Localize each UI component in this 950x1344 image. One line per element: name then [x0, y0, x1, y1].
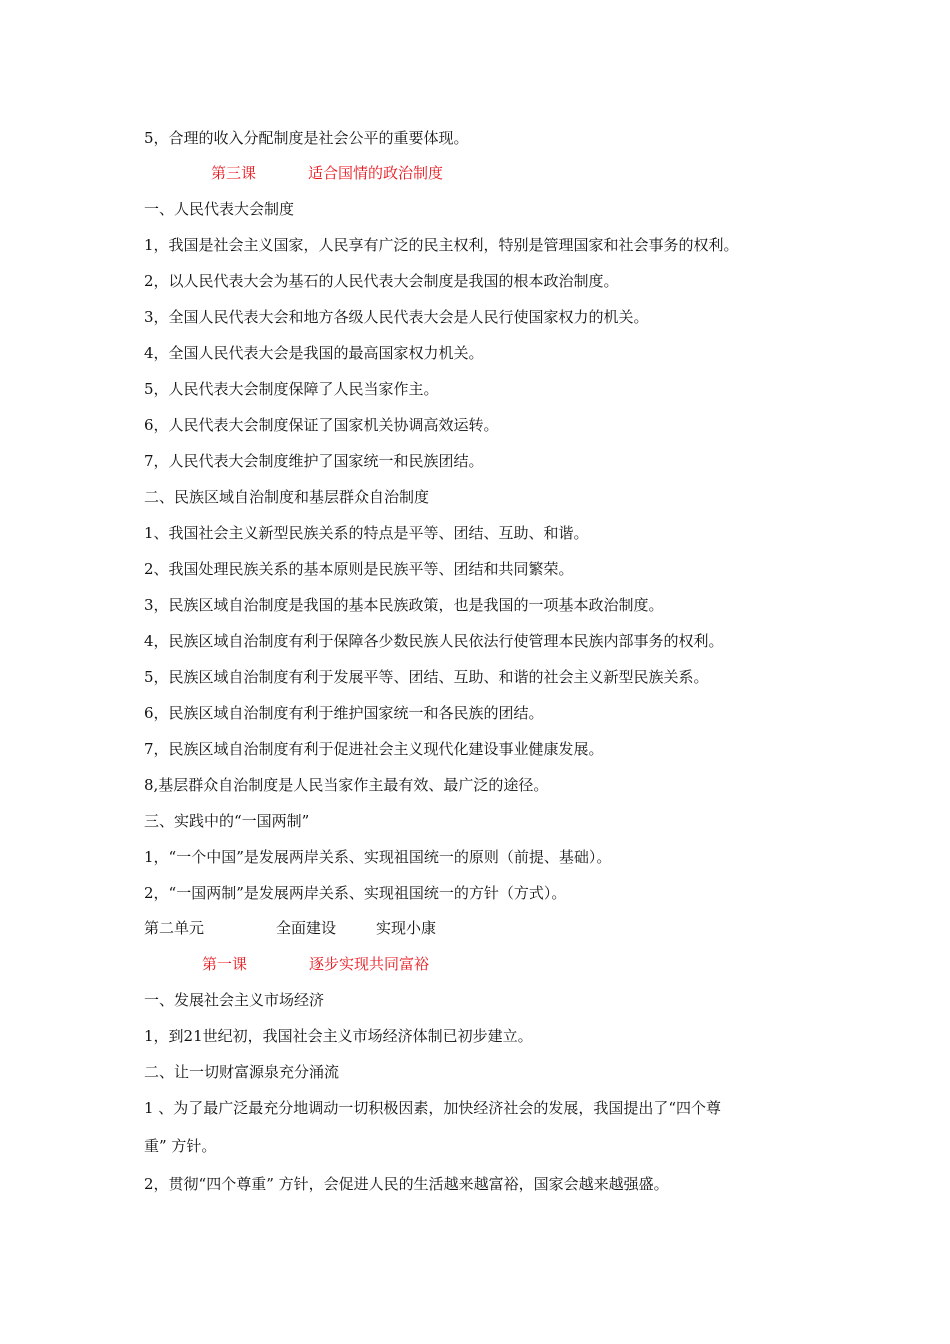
list-item: 1，到21世纪初，我国社会主义市场经济体制已初步建立。	[144, 1027, 533, 1045]
section-title: 二、让一切财富源泉充分涌流	[144, 1063, 340, 1081]
list-item: 4，全国人民代表大会是我国的最高国家权力机关。	[144, 344, 484, 362]
list-item: 2，贯彻“四个尊重” 方针，会促进人民的生活越来越富裕，国家会越来越强盛。	[144, 1175, 669, 1193]
list-item: 8,基层群众自治制度是人民当家作主最有效、最广泛的途径。	[144, 776, 549, 794]
list-item: 5，人民代表大会制度保障了人民当家作主。	[144, 380, 439, 398]
list-item: 1，“一个中国”是发展两岸关系、实现祖国统一的原则（前提、基础）。	[144, 848, 612, 866]
list-item: 6，人民代表大会制度保证了国家机关协调高效运转。	[144, 416, 499, 434]
unit-title-part2: 实现小康	[376, 919, 437, 937]
list-item: 7，人民代表大会制度维护了国家统一和民族团结。	[144, 452, 484, 470]
list-item-continuation: 重” 方针。	[144, 1137, 217, 1155]
section-title: 一、发展社会主义市场经济	[144, 991, 325, 1009]
lesson-heading	[202, 954, 429, 974]
lesson-heading	[211, 163, 443, 183]
list-item: 3，民族区域自治制度是我国的基本民族政策，也是我国的一项基本政治制度。	[144, 596, 664, 614]
list-item: 2，以人民代表大会为基石的人民代表大会制度是我国的根本政治制度。	[144, 272, 619, 290]
lesson-number: 第一课	[202, 955, 248, 973]
section-title: 二、民族区域自治制度和基层群众自治制度	[144, 488, 430, 506]
list-item: 7，民族区域自治制度有利于促进社会主义现代化建设事业健康发展。	[144, 740, 604, 758]
list-item: 5，民族区域自治制度有利于发展平等、团结、互助、和谐的社会主义新型民族关系。	[144, 668, 709, 686]
lesson-title: 适合国情的政治制度	[308, 164, 444, 182]
paragraph: 5，合理的收入分配制度是社会公平的重要体现。	[144, 129, 469, 147]
lesson-number: 第三课	[211, 164, 257, 182]
lesson-title: 逐步实现共同富裕	[309, 955, 430, 973]
unit-heading	[144, 918, 436, 938]
list-item: 2，“一国两制”是发展两岸关系、实现祖国统一的方针（方式）。	[144, 884, 567, 902]
unit-title-part1: 全面建设	[276, 919, 337, 937]
section-title: 三、实践中的“一国两制”	[144, 812, 310, 830]
list-item: 1 、为了最广泛最充分地调动一切积极因素，加快经济社会的发展，我国提出了“四个尊	[144, 1099, 721, 1117]
unit-number: 第二单元	[144, 919, 205, 937]
section-title: 一、人民代表大会制度	[144, 200, 295, 218]
list-item: 3，全国人民代表大会和地方各级人民代表大会是人民行使国家权力的机关。	[144, 308, 649, 326]
list-item: 1，我国是社会主义国家，人民享有广泛的民主权利，特别是管理国家和社会事务的权利。	[144, 236, 739, 254]
list-item: 1、我国社会主义新型民族关系的特点是平等、团结、互助、和谐。	[144, 524, 589, 542]
list-item: 4，民族区域自治制度有利于保障各少数民族人民依法行使管理本民族内部事务的权利。	[144, 632, 724, 650]
list-item: 2、我国处理民族关系的基本原则是民族平等、团结和共同繁荣。	[144, 560, 574, 578]
list-item: 6，民族区域自治制度有利于维护国家统一和各民族的团结。	[144, 704, 544, 722]
